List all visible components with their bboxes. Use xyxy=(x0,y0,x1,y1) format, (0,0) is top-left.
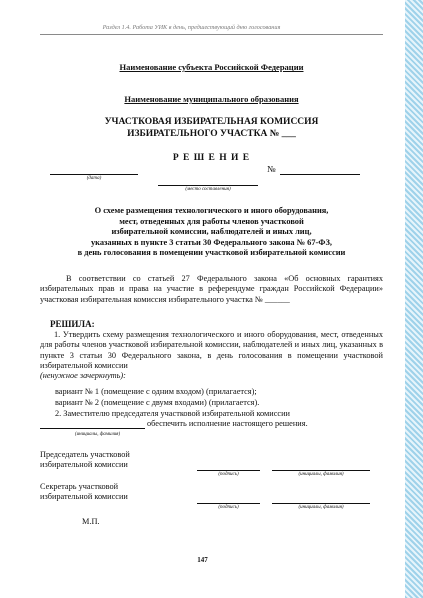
date-caption: (дата) xyxy=(86,176,102,181)
secretary-label: Секретарь участковой избирательной комиссии xyxy=(40,482,128,502)
resolved-heading: РЕШИЛА: xyxy=(50,319,95,329)
variant-2: вариант № 2 (помещение с двумя входами) (прилагается). xyxy=(55,398,260,407)
commission-title: УЧАСТКОВАЯ ИЗБИРАТЕЛЬНАЯ КОМИССИЯ xyxy=(104,117,319,127)
place-field[interactable] xyxy=(158,175,258,186)
title-line: избирательной комиссии, наблюдателей и иных лиц, xyxy=(111,227,312,236)
title-line: мест, отведенных для работы членов участковой xyxy=(119,216,304,226)
place-caption: (место составления) xyxy=(185,187,231,192)
deputy-caption: (инициалы, фамилия) xyxy=(75,432,121,437)
chair-signature-caption: (подпись) xyxy=(218,472,239,477)
seal-label: М.П. xyxy=(82,517,100,526)
number-label: № xyxy=(267,164,276,174)
title-line: О схеме размещения технологического и иного оборудования, xyxy=(94,206,329,215)
decision-title xyxy=(40,206,383,259)
point-2-end: обеспечить исполнение настоящего решения. xyxy=(147,419,308,428)
secretary-signature-field[interactable] xyxy=(197,495,260,504)
chair-name-caption: (инициалы, фамилия) xyxy=(298,472,344,477)
variant-1: вариант № 1 (помещение с одним входом) (прилагается); xyxy=(55,387,257,396)
section-header: Раздел 1.4. Работа УИК в день, предшествующий дню голосования xyxy=(102,24,281,31)
deputy-name-field[interactable] xyxy=(40,419,145,429)
commission-title-2: ИЗБИРАТЕЛЬНОГО УЧАСТКА № ___ xyxy=(127,129,296,139)
municipality-name: Наименование муниципального образования xyxy=(124,94,299,104)
point-1: 1. Утвердить схему размещения технологического и иного оборудования, мест, отведенных для работы членов участковой избирательной комиссии, наблюдателей и иных лиц, указанных в пункте 3 статьи 30 Федерального закона, в день голосования в помещении участковой избирательной комиссии xyxy=(40,330,383,370)
title-line: в день голосования в помещении участковой избирательной комиссии xyxy=(77,248,346,257)
number-field[interactable] xyxy=(280,165,360,175)
point-2: 2. Заместителю председателя участковой избирательной комиссии xyxy=(55,409,290,418)
header-divider xyxy=(40,34,383,35)
secretary-signature-caption: (подпись) xyxy=(218,505,239,510)
decorative-side-stripe xyxy=(405,0,423,598)
page-number: 147 xyxy=(197,556,208,564)
secretary-name-field[interactable] xyxy=(272,495,370,504)
date-field[interactable] xyxy=(50,164,138,175)
intro-paragraph: В соответствии со статьей 27 Федерального закона «Об основных гарантиях избирательных прав и права на участие в референдуме граждан Российской Федерации» участковая избирательная комиссия избирательного участка № ______ xyxy=(40,274,383,304)
chair-signature-field[interactable] xyxy=(197,462,260,471)
subject-name: Наименование субъекта Российской Федерации xyxy=(119,62,304,72)
chair-label: Председатель участковой избирательной комиссии xyxy=(40,450,130,470)
point-1-note: (ненужное зачеркнуть): xyxy=(40,371,126,380)
chair-name-field[interactable] xyxy=(272,462,370,471)
title-line: указанных в пункте 3 статьи 30 Федерального закона № 67-ФЗ, xyxy=(90,237,333,247)
secretary-name-caption: (инициалы, фамилия) xyxy=(298,505,344,510)
decision-heading: Р Е Ш Е Н И Е xyxy=(172,153,251,163)
